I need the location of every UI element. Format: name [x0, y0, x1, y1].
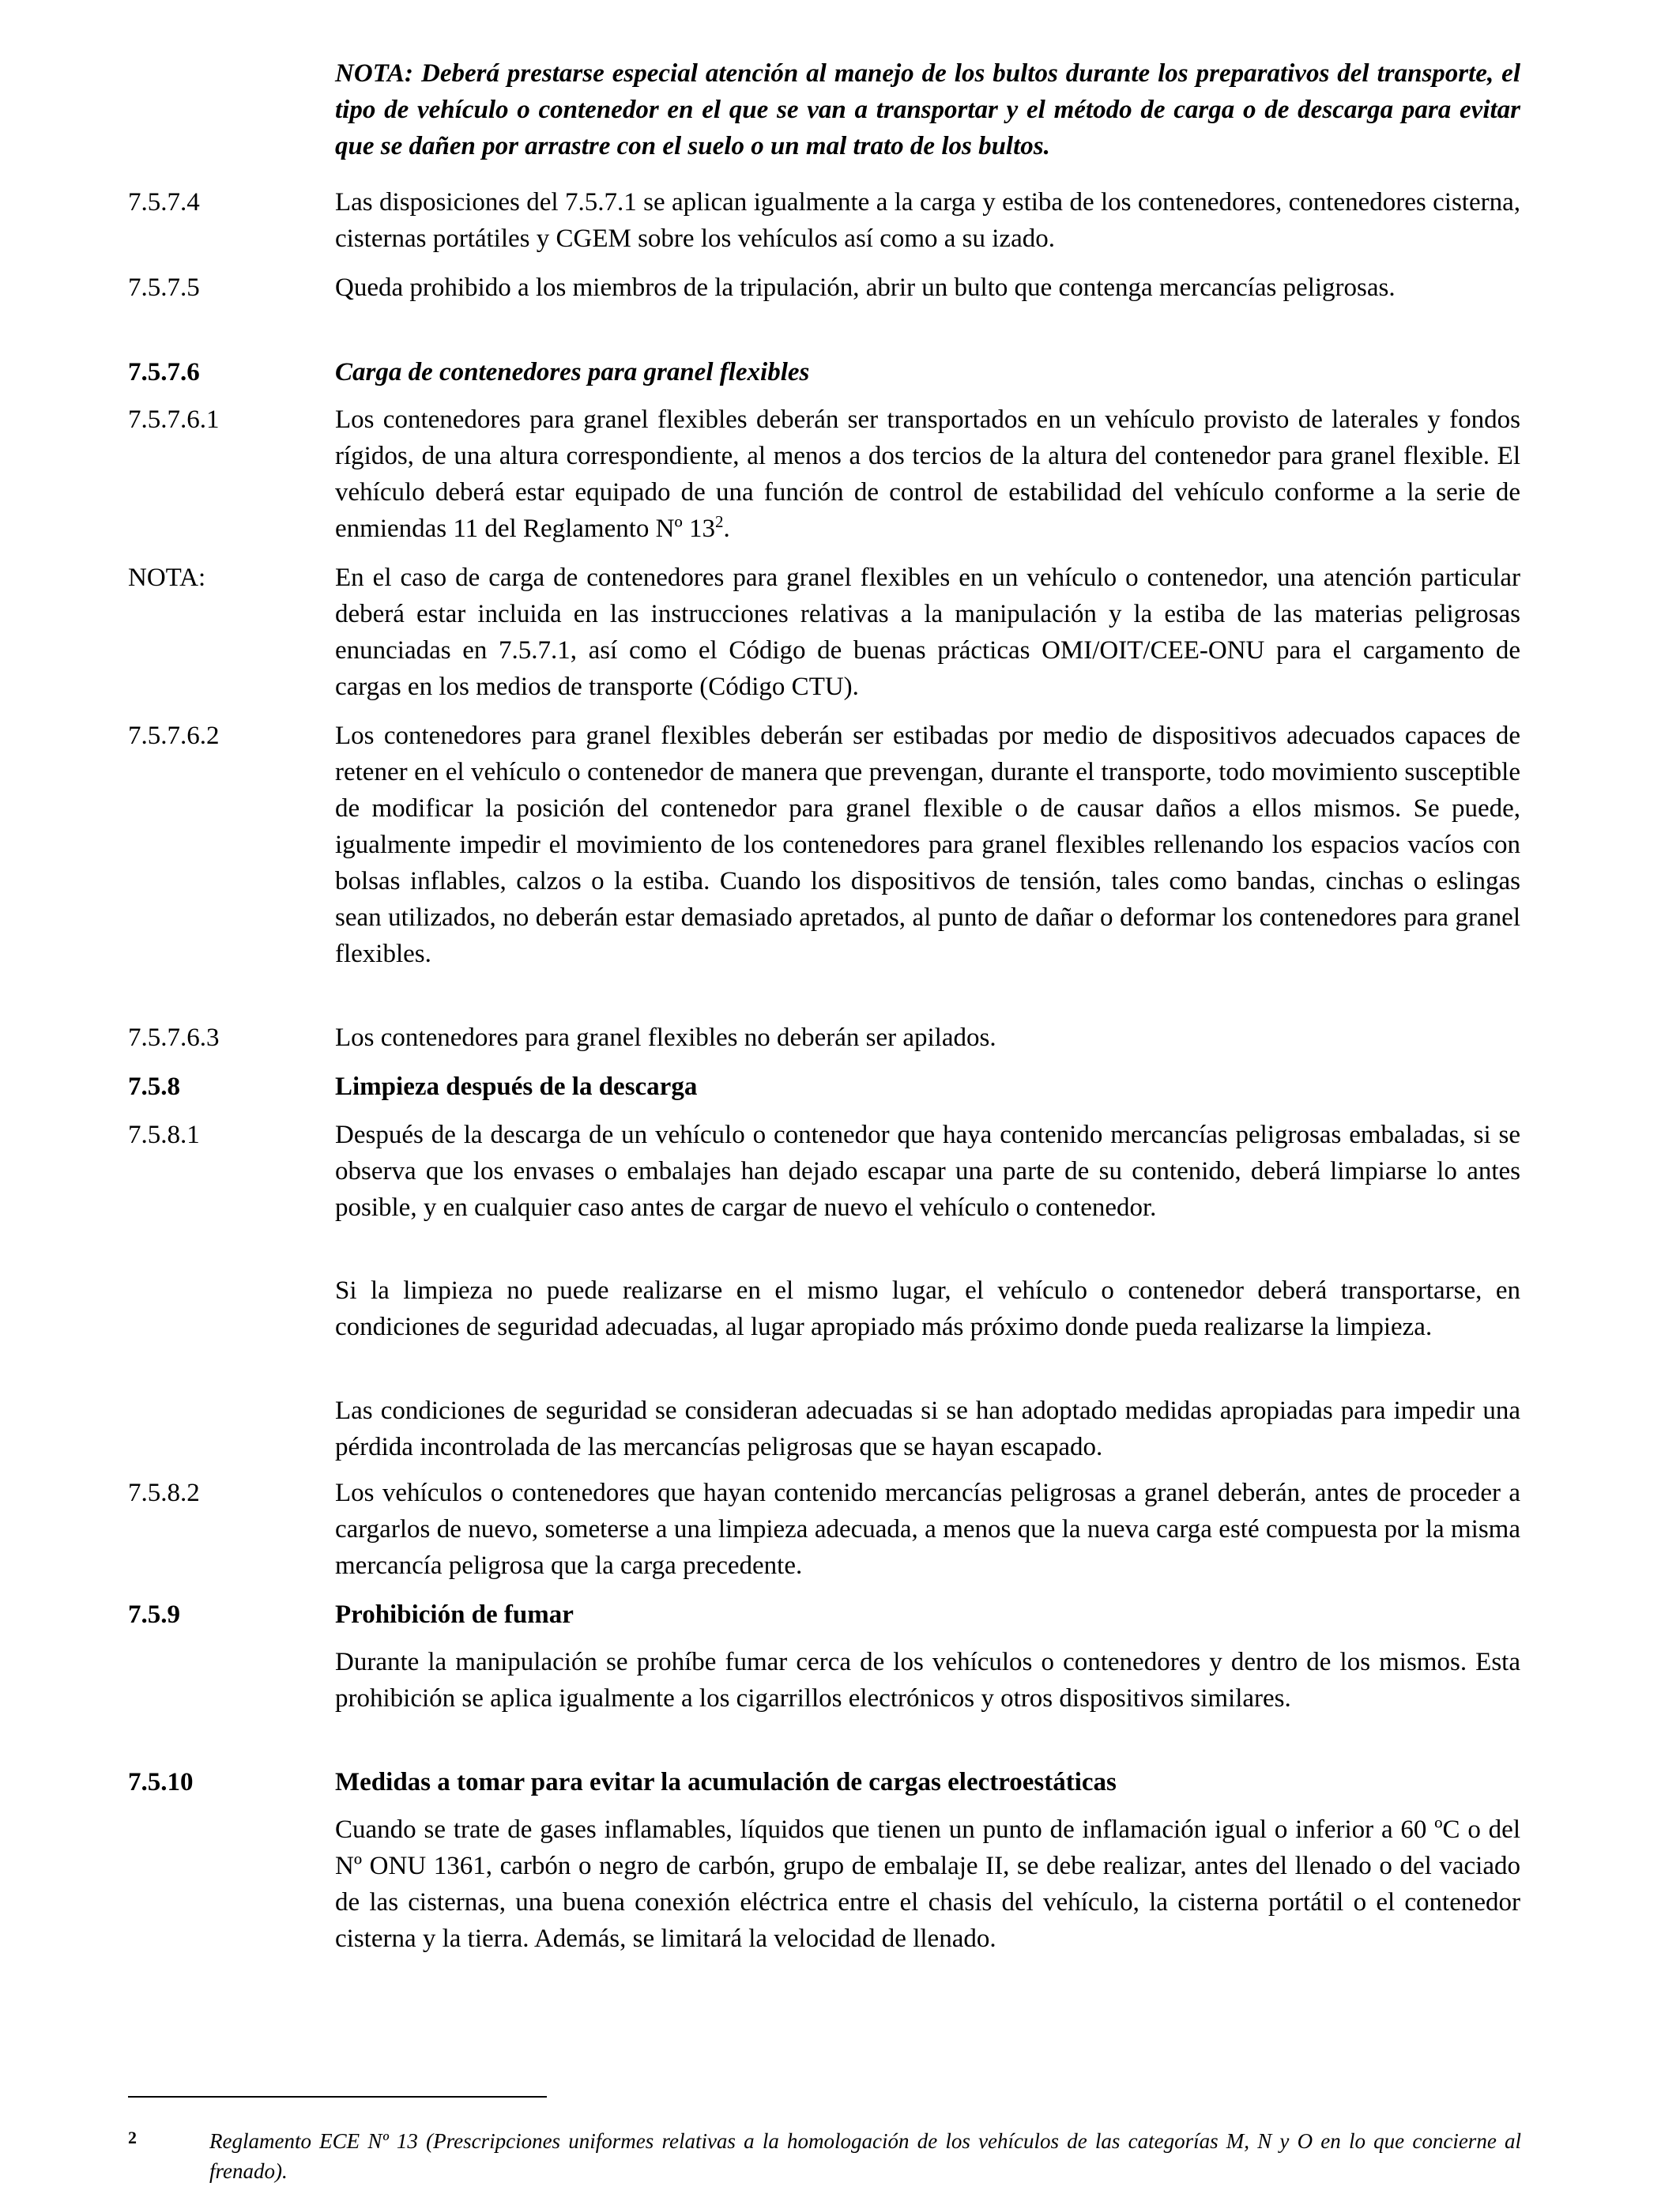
section-number: 7.5.9	[128, 1600, 180, 1629]
top-note-lead: NOTA:	[335, 59, 413, 88]
footnote-ref: 2	[714, 512, 724, 531]
section-text: Cuando se trate de gases inflamables, líquidos que tienen un punto de inflamación igual o inferior a 60 ºC o del Nº ONU 1361, carbón o negro de carbón, grupo de embalaje II, se debe realizar, antes del llenado o del vaciado de las cisternas, una buena conexión eléctrica entre el chasis del vehículo, la cisterna portátil o el contenedor cisterna y la tierra. Además, se limitará la velocidad de llenado.	[335, 1815, 1520, 1953]
note-text: En el caso de carga de contenedores para granel flexibles en un vehículo o contenedor, una atención particular deberá estar incluida en las instrucciones relativas a la manipulación y la estiba de las materias peligrosas enunciadas en 7.5.7.1, así como el Código de buenas prácticas OMI/OIT/CEE-ONU para el cargamento de cargas en los medios de transporte (Código CTU).	[335, 564, 1520, 701]
section-text: Durante la manipulación se prohíbe fumar cerca de los vehículos o contenedores y dentro de los mismos. Esta prohibición se aplica igualmente a los cigarrillos electrónicos y otros dispositivos similares.	[335, 1648, 1520, 1713]
section-text: Queda prohibido a los miembros de la tripulación, abrir un bulto que contenga mercancías peligrosas.	[335, 273, 1396, 302]
footnote-number: 2	[128, 2128, 137, 2147]
section-text: Los contenedores para granel flexibles deberán ser estibadas por medio de dispositivos adecuados capaces de retener en el vehículo o contenedor de manera que prevengan, durante el transporte, todo movimiento susceptible de modificar la posición del contenedor para granel flexible o de causar daños a ellos mismos. Se puede, igualmente impedir el movimiento de los contenedores para granel flexibles rellenando los espacios vacíos con bolsas inflables, calzos o la estiba. Cuando los dispositivos de tensión, tales como bandas, cinchas o eslingas sean utilizados, no deberán estar demasiado apretados, al punto de dañar o deformar los contenedores para granel flexibles.	[335, 722, 1520, 968]
section-text: Los contenedores para granel flexibles no deberán ser apilados.	[335, 1023, 996, 1052]
section-heading: Medidas a tomar para evitar la acumulación de cargas electroestáticas	[335, 1768, 1117, 1796]
top-note-body: Deberá prestarse especial atención al manejo de los bultos durante los preparativos del transporte, el tipo de vehículo o contenedor en el que se van a transportar y el método de carga o de descarga para evitar que se dañen por arrastre con el suelo o un mal trato de los bultos.	[335, 59, 1520, 160]
section-number: 7.5.7.6	[128, 358, 200, 386]
section-heading: Prohibición de fumar	[335, 1600, 574, 1629]
section-heading: Limpieza después de la descarga	[335, 1072, 698, 1101]
section-body: Los contenedores para granel flexibles deberán ser transportados en un vehículo provisto de laterales y fondos rígidos, de una altura correspondiente, al menos a dos tercios de la altura del contenedor para granel flexible. El vehículo deberá estar equipado de una función de control de estabilidad del vehículo conforme a la serie de enmiendas 11 del Reglamento Nº 13	[335, 405, 1520, 543]
section-number: 7.5.7.4	[128, 188, 200, 217]
section-number: 7.5.8.1	[128, 1121, 200, 1149]
top-note-text	[335, 55, 1520, 164]
section-tail: .	[723, 515, 730, 543]
section-text	[335, 401, 1520, 547]
section-text: Si la limpieza no puede realizarse en el mismo lugar, el vehículo o contenedor deberá transportarse, en condiciones de seguridad adecuadas, al lugar apropiado más próximo donde pueda realizarse la limpieza.	[335, 1276, 1520, 1341]
section-text: Las condiciones de seguridad se consideran adecuadas si se han adoptado medidas apropiadas para impedir una pérdida incontrolada de las mercancías peligrosas que se hayan escapado.	[335, 1397, 1520, 1461]
section-text: Los vehículos o contenedores que hayan contenido mercancías peligrosas a granel deberán, antes de proceder a cargarlos de nuevo, someterse a una limpieza adecuada, a menos que la nueva carga esté compuesta por la misma mercancía peligrosa que la carga precedente.	[335, 1479, 1520, 1580]
section-number: 7.5.8.2	[128, 1479, 200, 1507]
footnote-text: Reglamento ECE Nº 13 (Prescripciones uniformes relativas a la homologación de los vehículos de las categorías M, N y O en lo que concierne al frenado).	[209, 2129, 1521, 2183]
section-text: Las disposiciones del 7.5.7.1 se aplican igualmente a la carga y estiba de los contenedores, contenedores cisterna, cisternas portátiles y CGEM sobre los vehículos así como a su izado.	[335, 188, 1520, 253]
section-number: 7.5.8	[128, 1072, 180, 1101]
footnote-divider	[128, 2096, 547, 2098]
note-label: NOTA:	[128, 564, 206, 592]
section-number: 7.5.7.6.3	[128, 1023, 220, 1052]
section-text: Después de la descarga de un vehículo o contenedor que haya contenido mercancías peligrosas embaladas, si se observa que los envases o embalajes han dejado escapar una parte de su contenido, deberá limpiarse lo antes posible, y en cualquier caso antes de cargar de nuevo el vehículo o contenedor.	[335, 1121, 1520, 1222]
section-number: 7.5.10	[128, 1768, 194, 1796]
section-number: 7.5.7.6.2	[128, 722, 220, 750]
section-number: 7.5.7.5	[128, 273, 200, 302]
section-number: 7.5.7.6.1	[128, 405, 220, 434]
section-heading: Carga de contenedores para granel flexibles	[335, 358, 810, 386]
